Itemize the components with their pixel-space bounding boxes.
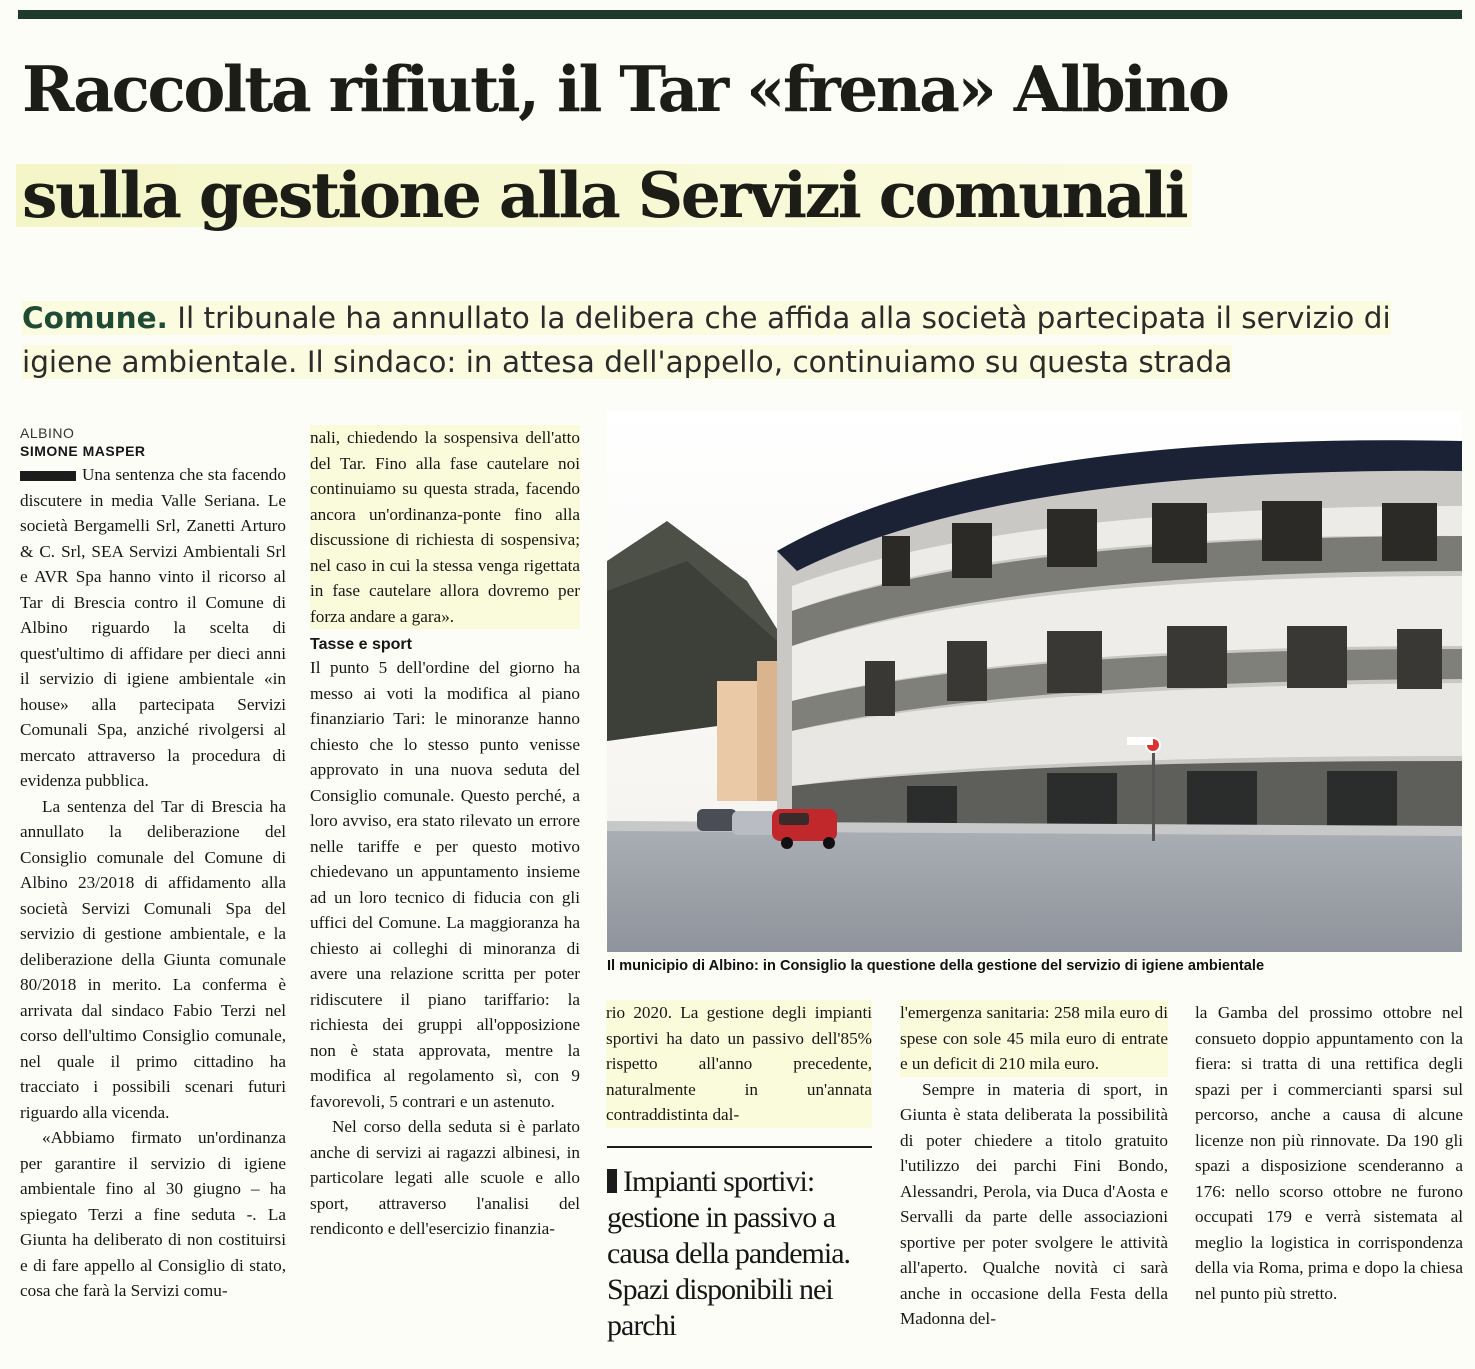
headline-line-2: sulla gestione alla Servizi comunali [16, 164, 1192, 227]
article-column-2 [310, 425, 580, 1242]
paragraph: Il punto 5 dell'ordine del giorno ha messo ai voti la modifica al piano finanziario Tari: le minoranze hanno chiesto che lo stesso punto venisse approvato in una nuova seduta del Consiglio comunale. Questo perché, a loro avviso, era stato rilevato un errore nelle tariffe e per questo motivo chiedevano un appuntamento insieme ad un loro tecnico di fiducia con gli uffici del Comune. La maggioranza ha chiesto ai colleghi di minoranza di avere una relazione scritta per poter ridiscutere il piano tariffario: la richiesta dei gruppi all'opposizione non è stata approvata, mentre la modifica al regolamento sì, con 9 favorevoli, 5 contrari e un astenuto. [310, 658, 580, 1111]
article-column-4 [900, 1000, 1168, 1332]
article-column-5 [1195, 1000, 1463, 1306]
top-rule [18, 10, 1462, 19]
divider [607, 1146, 872, 1148]
quote-block-icon [607, 1169, 617, 1193]
dateline: ALBINO [20, 425, 75, 441]
deck [22, 296, 1467, 384]
paragraph: nali, chiedendo la sospensiva dell'atto del Tar. Fino alla fase cautelare noi continuiamo su questa strada, facendo ancora un'ordinanza-ponte fino alla discussione di richiesta di sospensiva; nel caso in cui la stessa venga rigettata in fase cautelare allora dovremo per forza andare a gara». [310, 425, 580, 629]
town-hall-photo [607, 411, 1462, 952]
pull-quote-text: Impianti sportivi: gestione in passivo a causa della pandemia. Spazi disponibili nei parchi [607, 1165, 851, 1342]
paragraph: Una sentenza che sta facendo discutere in media Valle Seriana. Le società Bergamelli Srl, Zanetti Arturo & C. Srl, SEA Servizi Ambientali Srl e AVR Spa hanno vinto il ricorso al Tar di Brescia contro il Comune di Albino riguardo la scelta di quest'ultimo di affidare per dieci anni il servizio di igiene ambientale «in house» alla partecipata Servizi Comunali Spa, anziché rivolgersi al mercato attraverso la procedura di evidenza pubblica. [20, 465, 286, 790]
headline-line-1: Raccolta rifiuti, il Tar «frena» Albino [22, 52, 1228, 126]
paragraph: l'emergenza sanitaria: 258 mila euro di spese con sole 45 mila euro di entrate e un deficit di 210 mila euro. [900, 1000, 1168, 1077]
paragraph: la Gamba del prossimo ottobre nel consueto doppio appuntamento con la fiera: si tratta di una rettifica degli spazi per i commercianti sparsi sul percorso, anche a causa di alcune licenze non più rinnovate. Da 190 gli spazi a disposizione scenderanno a 176: nello scorso ottobre ne furono occupati 179 e verrà sistemata al meglio la logistica in corrispondenza della via Roma, prima e dopo la chiesa nel punto più stretto. [1195, 1003, 1463, 1303]
paragraph: Nel corso della seduta si è parlato anche di servizi ai ragazzi albinesi, in particolare legati alle scuole e allo sport, attraverso l'analisi del rendiconto e dell'esercizio finanzia- [310, 1117, 580, 1238]
paragraph: «Abbiamo firmato un'ordinanza per garantire il servizio di igiene ambientale fino al 30 giugno – ha spiegato Terzi a fine seduta -. La Giunta ha deliberato di non costituirsi e di fare appello al Consiglio di stato, cosa che farà la Servizi comu- [20, 1128, 286, 1300]
lead-square-icon [20, 471, 76, 481]
deck-text: Il tribunale ha annullato la delibera che affida alla società partecipata il servizio di igiene ambientale. Il sindaco: in attesa dell'appello, continuiamo su questa strada [22, 301, 1391, 379]
article-column-3 [606, 1000, 872, 1128]
byline: SIMONE MASPER [20, 443, 146, 459]
pull-quote [607, 1146, 872, 1344]
paragraph: rio 2020. La gestione degli impianti sportivi ha dato un passivo dell'85% rispetto all'anno precedente, naturalmente in un'annata contraddistinta dal- [606, 1000, 872, 1128]
photo-caption: Il municipio di Albino: in Consiglio la questione della gestione del servizio di igiene ambientale [607, 958, 1265, 974]
subhead: Tasse e sport [310, 636, 412, 653]
paragraph: La sentenza del Tar di Brescia ha annullato la deliberazione del Consiglio comunale del Comune di Albino 23/2018 di affidamento alla società Servizi Comunali Spa del servizio di gestione ambientale, e la deliberazione della Giunta comunale 80/2018 in merito. La conferma è arrivata dal sindaco Fabio Terzi nel corso dell'ultimo Consiglio comunale, nel quale il primo cittadino ha tracciato i possibili scenari futuri riguardo alla vicenda. [20, 796, 286, 1122]
paragraph: Sempre in materia di sport, in Giunta è stata deliberata la possibilità di poter chiedere a titolo gratuito l'utilizzo dei parchi Fini Bondo, Alessandri, Perola, via Duca d'Aosta e Servalli da parte delle associazioni sportive per poter svolgere le attività all'aperto. Qualche novità ci sarà anche in occasione della Festa della Madonna del- [900, 1079, 1168, 1328]
article-column-1 [20, 424, 286, 1304]
deck-kicker: Comune. [22, 301, 168, 335]
